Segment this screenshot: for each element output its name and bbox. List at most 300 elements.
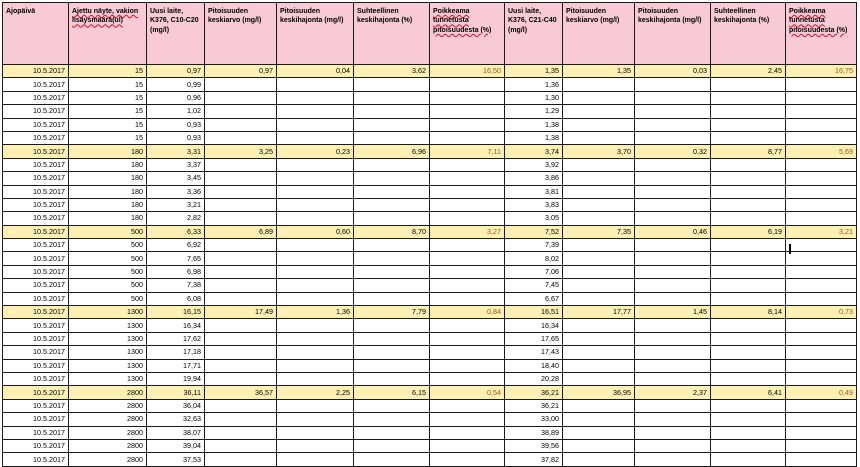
cell-stdev-1[interactable] bbox=[277, 158, 354, 171]
cell-c21-c40[interactable]: 1,38 bbox=[505, 131, 563, 144]
cell-sample[interactable]: 1300 bbox=[69, 306, 147, 319]
cell-sample[interactable]: 15 bbox=[69, 78, 147, 91]
cell-rsd-1[interactable] bbox=[354, 158, 430, 171]
cell-c21-c40[interactable]: 18,40 bbox=[505, 359, 563, 372]
cell-stdev-1[interactable] bbox=[277, 212, 354, 225]
cell-stdev-2[interactable] bbox=[635, 118, 711, 131]
cell-rsd-2[interactable]: 8,77 bbox=[711, 145, 786, 158]
cell-rsd-1[interactable] bbox=[354, 439, 430, 452]
cell-rsd-2[interactable] bbox=[711, 319, 786, 332]
cell-deviation-1[interactable] bbox=[430, 332, 505, 345]
cell-c10-c20[interactable]: 7,65 bbox=[147, 252, 205, 265]
cell-date[interactable]: 10.5.2017 bbox=[3, 185, 69, 198]
cell-deviation-1[interactable] bbox=[430, 91, 505, 104]
cell-deviation-2[interactable]: 0,49 bbox=[786, 386, 857, 399]
cell-c21-c40[interactable]: 3,83 bbox=[505, 198, 563, 211]
cell-c21-c40[interactable]: 1,36 bbox=[505, 78, 563, 91]
cell-deviation-2[interactable] bbox=[786, 118, 857, 131]
cell-sample[interactable]: 2800 bbox=[69, 453, 147, 466]
cell-rsd-1[interactable] bbox=[354, 91, 430, 104]
cell-c21-c40[interactable]: 1,29 bbox=[505, 105, 563, 118]
cell-deviation-1[interactable]: 3,27 bbox=[430, 225, 505, 238]
cell-sample[interactable]: 500 bbox=[69, 265, 147, 278]
cell-mean-2[interactable] bbox=[563, 453, 635, 466]
cell-c10-c20[interactable]: 0,93 bbox=[147, 131, 205, 144]
cell-deviation-1[interactable] bbox=[430, 413, 505, 426]
cell-mean-2[interactable]: 7,35 bbox=[563, 225, 635, 238]
cell-date[interactable]: 10.5.2017 bbox=[3, 332, 69, 345]
cell-date[interactable]: 10.5.2017 bbox=[3, 198, 69, 211]
cell-c10-c20[interactable]: 6,08 bbox=[147, 292, 205, 305]
cell-deviation-2[interactable] bbox=[786, 346, 857, 359]
cell-date[interactable]: 10.5.2017 bbox=[3, 319, 69, 332]
cell-sample[interactable]: 2800 bbox=[69, 399, 147, 412]
cell-mean-2[interactable] bbox=[563, 413, 635, 426]
cell-c21-c40[interactable]: 20,28 bbox=[505, 372, 563, 385]
cell-rsd-2[interactable] bbox=[711, 372, 786, 385]
cell-deviation-2[interactable] bbox=[786, 292, 857, 305]
cell-rsd-1[interactable] bbox=[354, 252, 430, 265]
cell-deviation-1[interactable] bbox=[430, 319, 505, 332]
cell-c21-c40[interactable]: 7,06 bbox=[505, 265, 563, 278]
cell-deviation-1[interactable] bbox=[430, 252, 505, 265]
cell-stdev-2[interactable] bbox=[635, 359, 711, 372]
cell-stdev-2[interactable] bbox=[635, 292, 711, 305]
cell-stdev-2[interactable] bbox=[635, 239, 711, 252]
cell-mean-1[interactable] bbox=[205, 212, 277, 225]
cell-c10-c20[interactable]: 32,63 bbox=[147, 413, 205, 426]
cell-deviation-1[interactable] bbox=[430, 78, 505, 91]
cell-c10-c20[interactable]: 38,07 bbox=[147, 426, 205, 439]
cell-mean-2[interactable]: 36,95 bbox=[563, 386, 635, 399]
cell-c21-c40[interactable]: 3,92 bbox=[505, 158, 563, 171]
cell-deviation-2[interactable]: 0,73 bbox=[786, 306, 857, 319]
cell-mean-1[interactable] bbox=[205, 359, 277, 372]
cell-sample[interactable]: 180 bbox=[69, 172, 147, 185]
cell-c10-c20[interactable]: 3,36 bbox=[147, 185, 205, 198]
cell-stdev-1[interactable]: 0,23 bbox=[277, 145, 354, 158]
cell-stdev-2[interactable] bbox=[635, 346, 711, 359]
cell-deviation-2[interactable] bbox=[786, 413, 857, 426]
cell-c10-c20[interactable]: 7,38 bbox=[147, 279, 205, 292]
cell-deviation-1[interactable] bbox=[430, 372, 505, 385]
cell-stdev-1[interactable] bbox=[277, 91, 354, 104]
cell-c10-c20[interactable]: 17,18 bbox=[147, 346, 205, 359]
cell-mean-1[interactable] bbox=[205, 399, 277, 412]
cell-date[interactable]: 10.5.2017 bbox=[3, 145, 69, 158]
cell-mean-2[interactable]: 3,70 bbox=[563, 145, 635, 158]
cell-sample[interactable]: 180 bbox=[69, 198, 147, 211]
cell-c10-c20[interactable]: 6,98 bbox=[147, 265, 205, 278]
header-cell-deviation-1[interactable] bbox=[430, 3, 505, 65]
cell-rsd-2[interactable] bbox=[711, 265, 786, 278]
cell-rsd-1[interactable]: 3,62 bbox=[354, 65, 430, 78]
cell-c10-c20[interactable]: 3,21 bbox=[147, 198, 205, 211]
cell-sample[interactable]: 1300 bbox=[69, 359, 147, 372]
cell-stdev-2[interactable] bbox=[635, 91, 711, 104]
cell-rsd-2[interactable]: 8,14 bbox=[711, 306, 786, 319]
cell-deviation-1[interactable] bbox=[430, 198, 505, 211]
cell-rsd-2[interactable] bbox=[711, 332, 786, 345]
cell-c10-c20[interactable]: 2,82 bbox=[147, 212, 205, 225]
cell-c10-c20[interactable]: 36,11 bbox=[147, 386, 205, 399]
cell-mean-1[interactable] bbox=[205, 426, 277, 439]
cell-stdev-2[interactable] bbox=[635, 158, 711, 171]
cell-rsd-2[interactable] bbox=[711, 453, 786, 466]
cell-rsd-2[interactable] bbox=[711, 426, 786, 439]
cell-deviation-1[interactable] bbox=[430, 292, 505, 305]
cell-deviation-1[interactable] bbox=[430, 158, 505, 171]
cell-mean-1[interactable] bbox=[205, 292, 277, 305]
cell-rsd-1[interactable] bbox=[354, 265, 430, 278]
cell-sample[interactable]: 180 bbox=[69, 145, 147, 158]
cell-rsd-1[interactable] bbox=[354, 239, 430, 252]
cell-rsd-2[interactable] bbox=[711, 78, 786, 91]
cell-c10-c20[interactable]: 19,94 bbox=[147, 372, 205, 385]
cell-sample[interactable]: 1300 bbox=[69, 346, 147, 359]
cell-c10-c20[interactable]: 36,04 bbox=[147, 399, 205, 412]
header-cell-sample[interactable] bbox=[69, 3, 147, 65]
cell-rsd-1[interactable] bbox=[354, 426, 430, 439]
cell-mean-2[interactable] bbox=[563, 332, 635, 345]
header-cell-rsd-1[interactable]: Suhteellinen keskihajonta (%) bbox=[354, 3, 430, 65]
cell-mean-1[interactable] bbox=[205, 439, 277, 452]
cell-rsd-1[interactable] bbox=[354, 413, 430, 426]
cell-c21-c40[interactable]: 16,34 bbox=[505, 319, 563, 332]
cell-deviation-1[interactable] bbox=[430, 279, 505, 292]
cell-mean-2[interactable] bbox=[563, 346, 635, 359]
cell-mean-1[interactable] bbox=[205, 105, 277, 118]
cell-mean-2[interactable] bbox=[563, 78, 635, 91]
cell-rsd-1[interactable] bbox=[354, 399, 430, 412]
cell-deviation-2[interactable] bbox=[786, 399, 857, 412]
cell-rsd-2[interactable] bbox=[711, 105, 786, 118]
header-cell-c21-c40[interactable]: Uusi laite, K376, C21-C40 (mg/l) bbox=[505, 3, 563, 65]
cell-c21-c40[interactable]: 37,82 bbox=[505, 453, 563, 466]
cell-c10-c20[interactable]: 0,96 bbox=[147, 91, 205, 104]
cell-mean-2[interactable] bbox=[563, 158, 635, 171]
cell-mean-2[interactable]: 17,77 bbox=[563, 306, 635, 319]
header-cell-stdev-1[interactable]: Pitoisuuden keskihajonta (mg/l) bbox=[277, 3, 354, 65]
cell-rsd-2[interactable] bbox=[711, 172, 786, 185]
cell-deviation-1[interactable] bbox=[430, 453, 505, 466]
cell-deviation-2[interactable] bbox=[786, 198, 857, 211]
cell-rsd-2[interactable] bbox=[711, 413, 786, 426]
cell-deviation-1[interactable] bbox=[430, 239, 505, 252]
cell-mean-1[interactable] bbox=[205, 319, 277, 332]
cell-stdev-1[interactable] bbox=[277, 185, 354, 198]
cell-deviation-2[interactable] bbox=[786, 265, 857, 278]
cell-mean-1[interactable] bbox=[205, 252, 277, 265]
cell-date[interactable]: 10.5.2017 bbox=[3, 265, 69, 278]
cell-rsd-1[interactable] bbox=[354, 346, 430, 359]
cell-mean-2[interactable] bbox=[563, 91, 635, 104]
cell-sample[interactable]: 180 bbox=[69, 212, 147, 225]
cell-mean-1[interactable] bbox=[205, 265, 277, 278]
cell-stdev-1[interactable] bbox=[277, 359, 354, 372]
cell-c10-c20[interactable]: 3,37 bbox=[147, 158, 205, 171]
cell-c10-c20[interactable]: 6,92 bbox=[147, 239, 205, 252]
cell-rsd-2[interactable] bbox=[711, 185, 786, 198]
cell-date[interactable]: 10.5.2017 bbox=[3, 453, 69, 466]
cell-stdev-1[interactable]: 1,36 bbox=[277, 306, 354, 319]
cell-deviation-1[interactable] bbox=[430, 346, 505, 359]
cell-stdev-2[interactable]: 0,32 bbox=[635, 145, 711, 158]
cell-stdev-1[interactable] bbox=[277, 131, 354, 144]
cell-sample[interactable]: 15 bbox=[69, 65, 147, 78]
cell-sample[interactable]: 15 bbox=[69, 118, 147, 131]
cell-stdev-1[interactable] bbox=[277, 172, 354, 185]
cell-mean-2[interactable] bbox=[563, 292, 635, 305]
cell-deviation-2[interactable] bbox=[786, 439, 857, 452]
cell-deviation-1[interactable] bbox=[430, 265, 505, 278]
cell-rsd-1[interactable] bbox=[354, 185, 430, 198]
cell-c21-c40[interactable]: 3,74 bbox=[505, 145, 563, 158]
cell-deviation-2[interactable] bbox=[786, 426, 857, 439]
cell-rsd-2[interactable] bbox=[711, 118, 786, 131]
cell-rsd-1[interactable]: 8,70 bbox=[354, 225, 430, 238]
cell-c21-c40[interactable]: 16,51 bbox=[505, 306, 563, 319]
cell-mean-1[interactable] bbox=[205, 372, 277, 385]
cell-deviation-2[interactable] bbox=[786, 158, 857, 171]
cell-stdev-2[interactable] bbox=[635, 105, 711, 118]
cell-deviation-2[interactable] bbox=[786, 332, 857, 345]
cell-c10-c20[interactable]: 16,15 bbox=[147, 306, 205, 319]
header-cell-deviation-2[interactable] bbox=[786, 3, 857, 65]
cell-stdev-2[interactable] bbox=[635, 439, 711, 452]
cell-c10-c20[interactable]: 0,99 bbox=[147, 78, 205, 91]
cell-c10-c20[interactable]: 3,31 bbox=[147, 145, 205, 158]
cell-rsd-2[interactable] bbox=[711, 359, 786, 372]
cell-c21-c40[interactable]: 7,52 bbox=[505, 225, 563, 238]
cell-deviation-2[interactable] bbox=[786, 105, 857, 118]
cell-mean-2[interactable] bbox=[563, 172, 635, 185]
cell-mean-2[interactable] bbox=[563, 198, 635, 211]
header-cell-mean-2[interactable]: Pitoisuuden keskiarvo (mg/l) bbox=[563, 3, 635, 65]
cell-date[interactable]: 10.5.2017 bbox=[3, 306, 69, 319]
cell-sample[interactable]: 500 bbox=[69, 239, 147, 252]
cell-c21-c40[interactable]: 6,67 bbox=[505, 292, 563, 305]
cell-c21-c40[interactable]: 8,02 bbox=[505, 252, 563, 265]
cell-mean-1[interactable] bbox=[205, 185, 277, 198]
cell-rsd-2[interactable] bbox=[711, 292, 786, 305]
cell-rsd-2[interactable] bbox=[711, 252, 786, 265]
cell-stdev-1[interactable] bbox=[277, 198, 354, 211]
cell-c10-c20[interactable]: 39,04 bbox=[147, 439, 205, 452]
cell-deviation-2[interactable] bbox=[786, 172, 857, 185]
cell-deviation-1[interactable] bbox=[430, 426, 505, 439]
cell-mean-1[interactable]: 0,97 bbox=[205, 65, 277, 78]
cell-stdev-1[interactable] bbox=[277, 413, 354, 426]
cell-stdev-1[interactable] bbox=[277, 453, 354, 466]
cell-stdev-1[interactable] bbox=[277, 239, 354, 252]
cell-rsd-1[interactable] bbox=[354, 279, 430, 292]
cell-mean-1[interactable] bbox=[205, 279, 277, 292]
cell-date[interactable]: 10.5.2017 bbox=[3, 413, 69, 426]
cell-rsd-2[interactable] bbox=[711, 239, 786, 252]
cell-rsd-2[interactable] bbox=[711, 279, 786, 292]
cell-stdev-2[interactable] bbox=[635, 131, 711, 144]
cell-rsd-1[interactable] bbox=[354, 359, 430, 372]
cell-deviation-1[interactable] bbox=[430, 212, 505, 225]
cell-date[interactable]: 10.5.2017 bbox=[3, 65, 69, 78]
cell-date[interactable]: 10.5.2017 bbox=[3, 359, 69, 372]
cell-c21-c40[interactable]: 36,21 bbox=[505, 399, 563, 412]
cell-mean-2[interactable] bbox=[563, 372, 635, 385]
cell-deviation-2[interactable] bbox=[786, 131, 857, 144]
cell-mean-1[interactable] bbox=[205, 332, 277, 345]
cell-date[interactable]: 10.5.2017 bbox=[3, 399, 69, 412]
cell-mean-2[interactable] bbox=[563, 185, 635, 198]
cell-deviation-1[interactable] bbox=[430, 399, 505, 412]
cell-deviation-2[interactable] bbox=[786, 185, 857, 198]
cell-sample[interactable]: 500 bbox=[69, 279, 147, 292]
cell-date[interactable]: 10.5.2017 bbox=[3, 91, 69, 104]
cell-deviation-1[interactable] bbox=[430, 439, 505, 452]
cell-date[interactable]: 10.5.2017 bbox=[3, 252, 69, 265]
cell-deviation-1[interactable]: 7,11 bbox=[430, 145, 505, 158]
cell-stdev-2[interactable]: 1,45 bbox=[635, 306, 711, 319]
cell-mean-1[interactable] bbox=[205, 78, 277, 91]
cell-mean-1[interactable] bbox=[205, 172, 277, 185]
cell-rsd-1[interactable] bbox=[354, 105, 430, 118]
cell-mean-2[interactable] bbox=[563, 319, 635, 332]
cell-c21-c40[interactable]: 1,35 bbox=[505, 65, 563, 78]
cell-sample[interactable]: 1300 bbox=[69, 319, 147, 332]
cell-rsd-1[interactable] bbox=[354, 172, 430, 185]
header-cell-rsd-2[interactable]: Suhteellinen keskihajonta (%) bbox=[711, 3, 786, 65]
cell-rsd-2[interactable] bbox=[711, 346, 786, 359]
cell-mean-2[interactable] bbox=[563, 439, 635, 452]
cell-mean-2[interactable] bbox=[563, 399, 635, 412]
cell-rsd-1[interactable]: 6,15 bbox=[354, 386, 430, 399]
cell-c10-c20[interactable]: 6,33 bbox=[147, 225, 205, 238]
cell-rsd-2[interactable]: 6,41 bbox=[711, 386, 786, 399]
cell-sample[interactable]: 2800 bbox=[69, 439, 147, 452]
cell-sample[interactable]: 15 bbox=[69, 91, 147, 104]
header-cell-c10-c20[interactable]: Uusi laite, K376, C10-C20 (mg/l) bbox=[147, 3, 205, 65]
cell-date[interactable]: 10.5.2017 bbox=[3, 239, 69, 252]
cell-rsd-2[interactable] bbox=[711, 212, 786, 225]
cell-stdev-2[interactable] bbox=[635, 453, 711, 466]
cell-sample[interactable]: 2800 bbox=[69, 386, 147, 399]
cell-rsd-2[interactable]: 6,19 bbox=[711, 225, 786, 238]
cell-mean-1[interactable] bbox=[205, 91, 277, 104]
cell-rsd-2[interactable] bbox=[711, 131, 786, 144]
cell-mean-1[interactable]: 36,57 bbox=[205, 386, 277, 399]
cell-stdev-1[interactable]: 0,04 bbox=[277, 65, 354, 78]
cell-stdev-2[interactable] bbox=[635, 172, 711, 185]
cell-rsd-1[interactable] bbox=[354, 319, 430, 332]
cell-stdev-1[interactable] bbox=[277, 105, 354, 118]
cell-rsd-1[interactable]: 6,96 bbox=[354, 145, 430, 158]
cell-mean-1[interactable] bbox=[205, 118, 277, 131]
cell-mean-2[interactable] bbox=[563, 426, 635, 439]
cell-c10-c20[interactable]: 1,02 bbox=[147, 105, 205, 118]
cell-sample[interactable]: 180 bbox=[69, 158, 147, 171]
cell-rsd-1[interactable] bbox=[354, 372, 430, 385]
cell-deviation-1[interactable] bbox=[430, 359, 505, 372]
cell-mean-1[interactable] bbox=[205, 453, 277, 466]
cell-stdev-1[interactable] bbox=[277, 372, 354, 385]
cell-mean-1[interactable] bbox=[205, 346, 277, 359]
cell-date[interactable]: 10.5.2017 bbox=[3, 225, 69, 238]
cell-deviation-1[interactable]: 0,54 bbox=[430, 386, 505, 399]
header-cell-date[interactable]: Ajopäivä bbox=[3, 3, 69, 65]
cell-rsd-1[interactable] bbox=[354, 198, 430, 211]
cell-sample[interactable]: 180 bbox=[69, 185, 147, 198]
cell-deviation-1[interactable] bbox=[430, 172, 505, 185]
cell-c10-c20[interactable]: 3,45 bbox=[147, 172, 205, 185]
cell-deviation-2[interactable] bbox=[786, 252, 857, 265]
cell-date[interactable]: 10.5.2017 bbox=[3, 292, 69, 305]
cell-c21-c40[interactable]: 17,43 bbox=[505, 346, 563, 359]
cell-stdev-1[interactable] bbox=[277, 279, 354, 292]
cell-stdev-1[interactable] bbox=[277, 78, 354, 91]
cell-date[interactable]: 10.5.2017 bbox=[3, 105, 69, 118]
cell-sample[interactable]: 500 bbox=[69, 225, 147, 238]
cell-stdev-2[interactable]: 0,46 bbox=[635, 225, 711, 238]
cell-stdev-1[interactable] bbox=[277, 346, 354, 359]
cell-date[interactable]: 10.5.2017 bbox=[3, 372, 69, 385]
cell-rsd-1[interactable] bbox=[354, 212, 430, 225]
cell-mean-2[interactable] bbox=[563, 105, 635, 118]
cell-rsd-1[interactable]: 7,79 bbox=[354, 306, 430, 319]
cell-rsd-1[interactable] bbox=[354, 78, 430, 91]
cell-mean-1[interactable] bbox=[205, 131, 277, 144]
cell-deviation-1[interactable]: 16,50 bbox=[430, 65, 505, 78]
cell-stdev-2[interactable] bbox=[635, 252, 711, 265]
cell-deviation-2[interactable] bbox=[786, 279, 857, 292]
cell-deviation-1[interactable] bbox=[430, 105, 505, 118]
cell-deviation-2[interactable] bbox=[786, 91, 857, 104]
cell-rsd-1[interactable] bbox=[354, 332, 430, 345]
cell-sample[interactable]: 15 bbox=[69, 131, 147, 144]
cell-stdev-2[interactable] bbox=[635, 78, 711, 91]
cell-mean-2[interactable] bbox=[563, 265, 635, 278]
cell-c21-c40[interactable]: 1,38 bbox=[505, 118, 563, 131]
cell-stdev-2[interactable] bbox=[635, 399, 711, 412]
cell-stdev-2[interactable] bbox=[635, 265, 711, 278]
cell-date[interactable]: 10.5.2017 bbox=[3, 78, 69, 91]
cell-c21-c40[interactable]: 39,56 bbox=[505, 439, 563, 452]
cell-mean-2[interactable] bbox=[563, 212, 635, 225]
cell-sample[interactable]: 2800 bbox=[69, 426, 147, 439]
cell-mean-2[interactable] bbox=[563, 131, 635, 144]
cell-deviation-1[interactable] bbox=[430, 185, 505, 198]
cell-date[interactable]: 10.5.2017 bbox=[3, 172, 69, 185]
cell-mean-2[interactable]: 1,35 bbox=[563, 65, 635, 78]
cell-c21-c40[interactable]: 38,89 bbox=[505, 426, 563, 439]
cell-c10-c20[interactable]: 17,71 bbox=[147, 359, 205, 372]
cell-mean-2[interactable] bbox=[563, 279, 635, 292]
cell-stdev-2[interactable] bbox=[635, 319, 711, 332]
cell-c10-c20[interactable]: 37,53 bbox=[147, 453, 205, 466]
cell-stdev-1[interactable] bbox=[277, 439, 354, 452]
cell-mean-1[interactable] bbox=[205, 198, 277, 211]
cell-c10-c20[interactable]: 17,62 bbox=[147, 332, 205, 345]
cell-date[interactable]: 10.5.2017 bbox=[3, 279, 69, 292]
cell-mean-1[interactable] bbox=[205, 413, 277, 426]
cell-mean-2[interactable] bbox=[563, 118, 635, 131]
cell-rsd-2[interactable] bbox=[711, 198, 786, 211]
cell-stdev-1[interactable] bbox=[277, 319, 354, 332]
cell-sample[interactable]: 2800 bbox=[69, 413, 147, 426]
cell-c21-c40[interactable]: 3,86 bbox=[505, 172, 563, 185]
cell-sample[interactable]: 15 bbox=[69, 105, 147, 118]
cell-deviation-2[interactable] bbox=[786, 212, 857, 225]
cell-sample[interactable]: 1300 bbox=[69, 332, 147, 345]
